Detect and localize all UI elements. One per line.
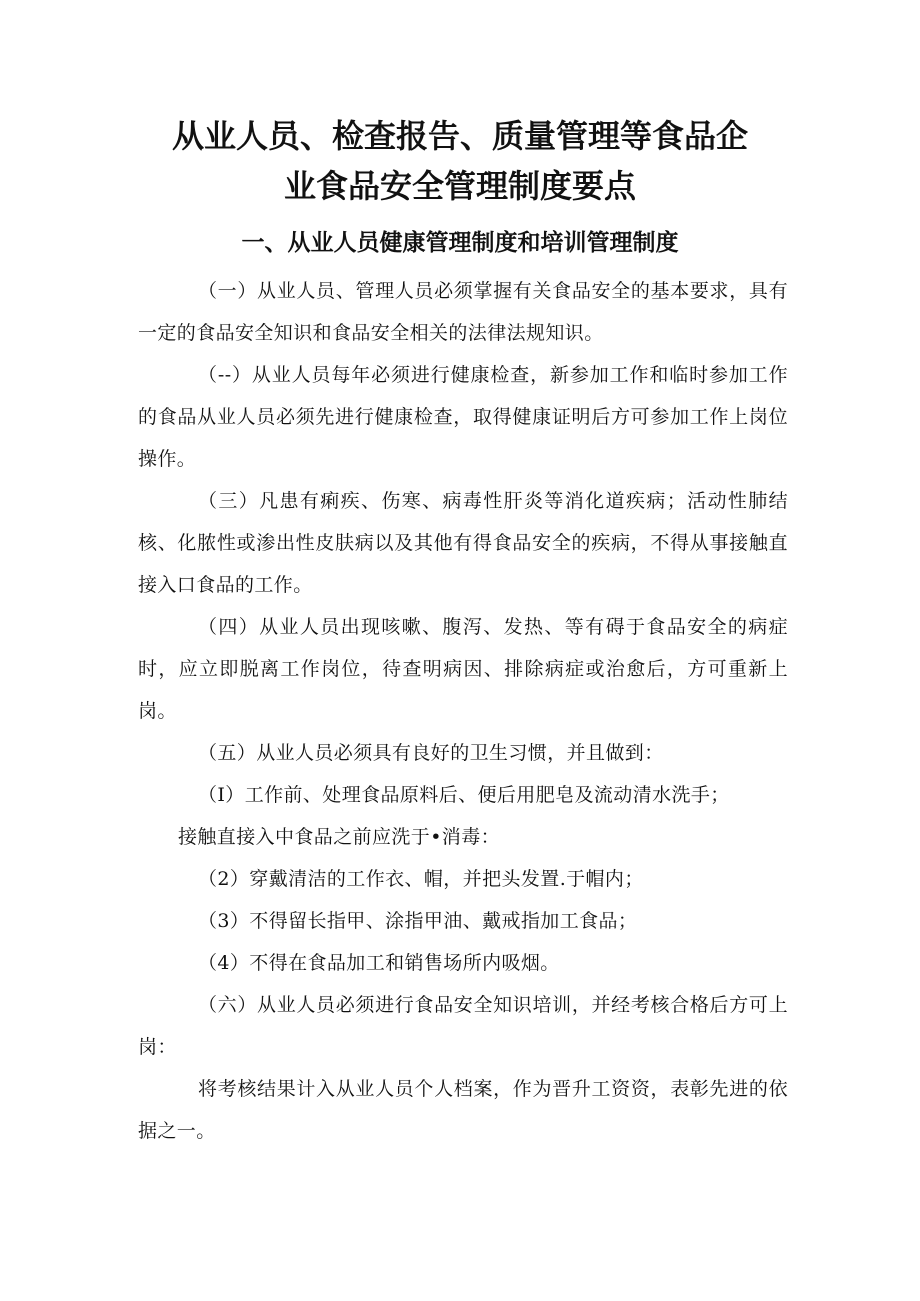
paragraph-2: （--）从业人员每年必须进行健康检查，新参加工作和临时参加工作的食品从业人员必须先进行健康检查，取得健康证明后方可参加工作上岗位操作。 [138,364,788,470]
document-title-line-1: 从业人员、检查报告、质量管理等食品企 [171,117,748,155]
paragraph-7: 将考核结果计入从业人员个人档案，作为晋升工资资，表彰先进的依据之一。 [138,1078,788,1142]
document-title-line-2: 业食品安全管理制度要点 [283,167,636,205]
list-item-1-continuation: 接触直接入中食品之前应洗于•消毒： [178,826,501,848]
section-heading: 一、从业人员健康管理制度和培训管理制度 [241,230,679,256]
document-body [138,270,788,1152]
list-item-1: （I）工作前、处理食品原料后、便后用肥皂及流动清水洗手； [198,784,730,806]
paragraph-3: （三）凡患有痢疾、伤寒、病毒性肝炎等消化道疾病；活动性肺结核、化脓性或渗出性皮肤病以及其他有得食品安全的疾病，不得从事接触直接入口食品的工作。 [138,490,788,596]
paragraph-5: （五）从业人员必须具有良好的卫生习惯，并且做到： [198,742,664,764]
list-item-2: （2）穿戴清洁的工作衣、帽，并把头发置.于帽内； [198,868,644,890]
list-item-4: （4）不得在食品加工和销售场所内吸烟。 [198,952,560,974]
paragraph-6: （六）从业人员必须进行食品安全知识培训，并经考核合格后方可上岗： [138,994,788,1058]
paragraph-4: （四）从业人员出现咳嗽、腹泻、发热、等有碍于食品安全的病症时，应立即脱离工作岗位，待查明病因、排除病症或治愈后，方可重新上岗。 [138,616,788,722]
paragraph-1: （一）从业人员、管理人员必须掌握有关食品安全的基本要求，具有一定的食品安全知识和食品安全相关的法律法规知识。 [138,280,788,344]
list-item-3: （3）不得留长指甲、涂指甲油、戴戒指加工食品； [198,910,638,932]
